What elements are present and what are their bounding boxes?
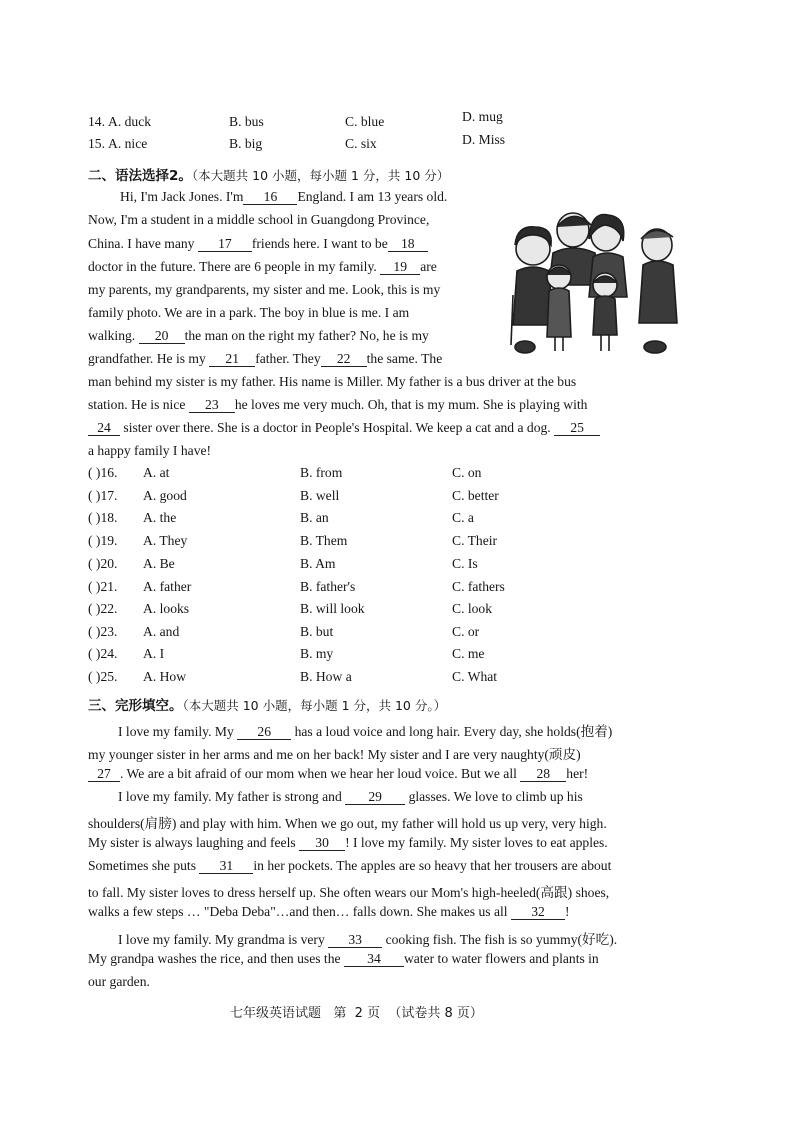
question-row: ( )25. A. How B. How a C. What	[88, 669, 498, 684]
q15-option-c: C. six	[345, 136, 377, 151]
passage-line-4: doctor in the future. There are 6 people in my family. 19 are	[88, 259, 437, 274]
blank-28[interactable]: 28	[520, 767, 566, 782]
passage-line-5: my parents, my grandparents, my sister and me. Look, this is my	[88, 282, 441, 297]
cloze-line-2: my younger sister in her arms and me on her back! My sister and I are very naughty(顽皮)	[88, 747, 581, 762]
passage-line-9: man behind my sister is my father. His name is Miller. My father is a bus driver at the bus	[88, 374, 577, 389]
question-14	[0, 109, 794, 134]
family-photo-illustration	[505, 205, 685, 357]
cloze-line-12: our garden.	[88, 974, 150, 989]
q14-option-c: C. blue	[345, 114, 385, 129]
blank-24[interactable]: 24	[88, 421, 120, 436]
blank-34[interactable]: 34	[344, 952, 404, 967]
blank-31[interactable]: 31	[199, 859, 253, 874]
question-row: ( )16. B. from C. on A. at	[88, 465, 482, 480]
cloze-line-6: My sister is always laughing and feels 30 ! I love my family. My sister loves to eat apples.	[88, 835, 608, 850]
passage-line-7: walking. 20 the man on the right my father? No, he is my	[88, 328, 429, 343]
q15-option-a: A. nice	[108, 136, 148, 151]
blank-29[interactable]: 29	[345, 790, 405, 805]
passage-line-10: station. He is nice 23 he loves me very much. Oh, that is my mum. She is playing with	[88, 397, 588, 412]
cloze-line-5: shoulders(肩膀) and play with him. When we go out, my father will hold us up very, very high.	[88, 816, 607, 831]
section3-note: （本大题共 10 小题，每小题 1 分，共 10 分。）	[182, 698, 447, 713]
question-row: ( )22. A. looks B. will look C. look	[88, 601, 493, 616]
blank-23[interactable]: 23	[189, 398, 235, 413]
cloze-line-11: My grandpa washes the rice, and then uses the 34 water to water flowers and plants in	[88, 951, 599, 966]
q14-option-a: A. duck	[108, 114, 152, 129]
question-row: ( )24. A. I B. my C. me	[88, 646, 485, 661]
q15-num: 15.	[88, 136, 105, 151]
blank-19[interactable]: 19	[380, 260, 420, 275]
cloze-line-10: I love my family. My grandma is very 33 cooking fish. The fish is so yummy(好吃).	[118, 932, 618, 947]
question-row: ( )18. A. the B. an C. a	[88, 510, 474, 525]
q15-option-d: D. Miss	[462, 132, 506, 147]
blank-33[interactable]: 33	[328, 933, 382, 948]
cloze-line-9: walks a few steps … "Deba Deba"…and then… falls down. She makes us all 32 !	[88, 904, 570, 919]
blank-25[interactable]: 25	[554, 421, 600, 436]
cloze-line-7: Sometimes she puts 31 in her pockets. The apples are so heavy that her trousers are about	[88, 858, 612, 873]
section2-heading	[88, 164, 449, 184]
section2-title: 二、语法选择2。	[88, 168, 192, 184]
q14-a: 14.	[88, 114, 105, 129]
section2-note: （本大题共 10 小题，每小题 1 分，共 10 分）	[191, 168, 450, 183]
blank-22[interactable]: 22	[321, 352, 367, 367]
blank-27[interactable]: 27	[88, 767, 120, 782]
passage-line-6: family photo. We are in a park. The boy in blue is me. I am	[88, 305, 410, 320]
cloze-line-1: I love my family. My 26 has a loud voice and long hair. Every day, she holds(抱着)	[118, 724, 613, 739]
section3-title: 三、完形填空。	[88, 698, 183, 714]
section3-heading	[88, 694, 446, 714]
question-row: ( )21. A. father B. father's C. fathers	[88, 579, 505, 594]
cloze-line-8: to fall. My sister loves to dress herself up. She often wears our Mom's high-heeled(高跟) shoes,	[88, 885, 610, 900]
blank-18[interactable]: 18	[388, 237, 428, 252]
passage-line-2: Now, I'm a student in a middle school in Guangdong Province,	[88, 212, 430, 227]
blank-17[interactable]: 17	[198, 237, 252, 252]
blank-32[interactable]: 32	[511, 905, 565, 920]
passage-line-8: grandfather. He is my 21 father. They 22 the same. The	[88, 351, 443, 366]
question-row: ( )19. A. They B. Them C. Their	[88, 533, 498, 548]
passage-line-11: 24 sister over there. She is a doctor in People's Hospital. We keep a cat and a dog. 25	[88, 420, 600, 436]
blank-20[interactable]: 20	[139, 329, 185, 344]
blank-30[interactable]: 30	[299, 836, 345, 851]
blank-16[interactable]: 16	[243, 190, 297, 205]
passage-line-12: a happy family I have!	[88, 443, 212, 458]
q14-option-d: D. mug	[462, 109, 503, 124]
question-row: ( )20. A. Be B. Am C. Is	[88, 556, 478, 571]
question-row: ( )23. A. and B. but C. or	[88, 624, 480, 639]
blank-21[interactable]: 21	[209, 352, 255, 367]
passage-line-1: Hi, I'm Jack Jones. I'm 16 England. I am 13 years old.	[120, 189, 448, 204]
question-row: ( )17. A. good B. well C. better	[88, 488, 499, 503]
question-15	[0, 132, 794, 156]
q14-option-b: B. bus	[229, 114, 264, 129]
page-footer: 七年级英语试题 第 2 页 （试卷共 8 页）	[230, 1006, 483, 1021]
cloze-line-4: I love my family. My father is strong and 29 glasses. We love to climb up his	[118, 789, 583, 804]
q15-option-b: B. big	[229, 136, 263, 151]
blank-26[interactable]: 26	[237, 725, 291, 740]
passage-line-3: China. I have many 17 friends here. I want to be 18	[88, 236, 428, 252]
cloze-line-3: 27 . We are a bit afraid of our mom when we hear her loud voice. But we all 28 her!	[88, 766, 588, 782]
